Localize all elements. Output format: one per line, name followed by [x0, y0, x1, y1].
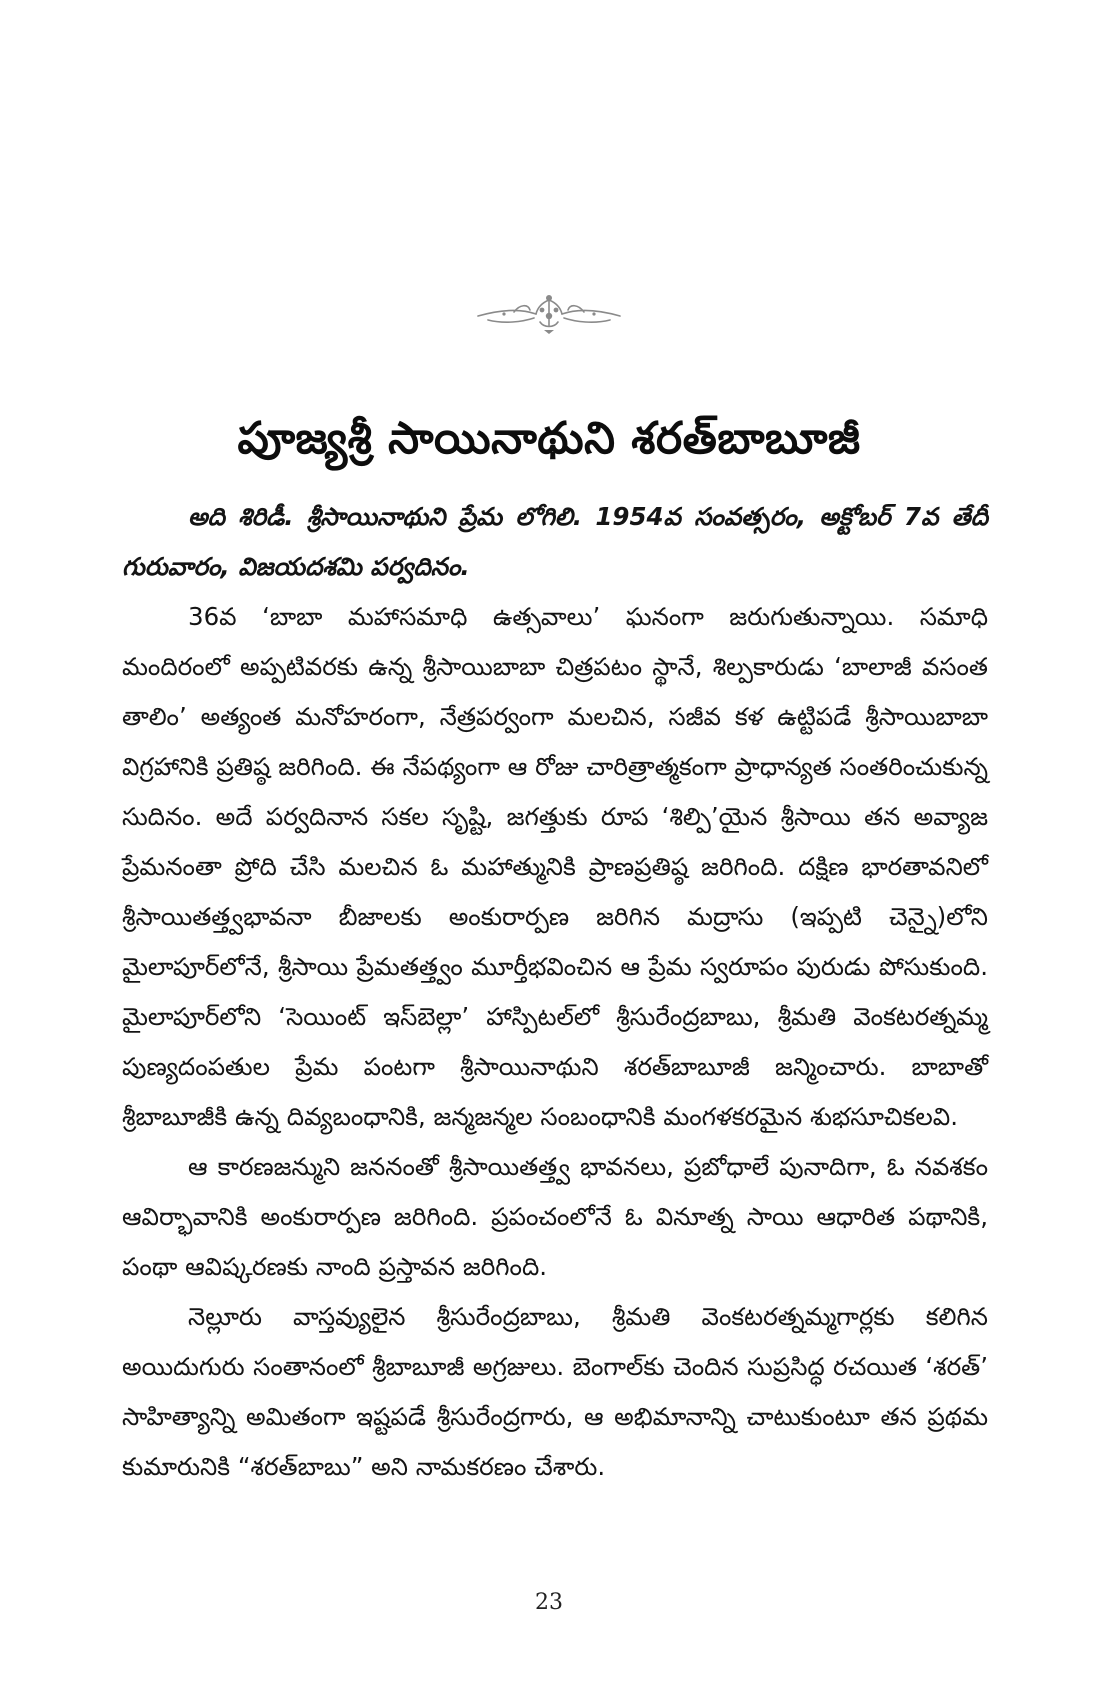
body-paragraph-2: ఆ కారణజన్ముని జననంతో శ్రీసాయితత్త్వ భావనలు, ప్రబోధాలే పునాదిగా, ఓ నవశకం ఆవిర్భావానికి అంకురార్పణ జరిగింది. ప్రపంచంలోనే ఓ వినూత్న సాయి ఆధారిత పథానికి, పంథా ఆవిష్కరణకు నాంది ప్రస్తావన జరిగింది. — [122, 1152, 988, 1281]
body-paragraph-3: నెల్లూరు వాస్తవ్యులైన శ్రీసురేంద్రబాబు, శ్రీమతి వెంకటరత్నమ్మగార్లకు కలిగిన అయిదుగురు సంతానంలో శ్రీబాబూజీ అగ్రజులు. బెంగాల్‌కు చెందిన సుప్రసిద్ధ రచయిత ‘శరత్’ సాహిత్యాన్ని అమితంగా ఇష్టపడే శ్రీసురేంద్రగారు, ఆ అభిమానాన్ని చాటుకుంటూ తన ప్రథమ కుమారునికి “శరత్‌బాబు” అని నామకరణం చేశారు. — [122, 1302, 988, 1481]
body-paragraph-1: 36వ ‘బాబా మహాసమాధి ఉత్సవాలు’ ఘనంగా జరుగుతున్నాయి. సమాధి మందిరంలో అప్పటివరకు ఉన్న శ్రీసాయిబాబా చిత్రపటం స్థానే, శిల్పకారుడు ‘బాలాజీ వసంత తాలిం’ అత్యంత మనోహరంగా, నేత్రపర్వంగా మలచిన, సజీవ కళ ఉట్టిపడే శ్రీసాయిబాబా విగ్రహానికి ప్రతిష్ఠ జరిగింది. ఈ నేపథ్యంగా ఆ రోజు చారిత్రాత్మకంగా ప్రాధాన్యత సంతరించుకున్న సుదినం. అదే పర్వదినాన సకల సృష్టి, జగత్తుకు రూప ‘శిల్పి’యైన శ్రీసాయి తన అవ్యాజ ప్రేమనంతా ప్రోది చేసి మలచిన ఓ మహాత్మునికి ప్రాణప్రతిష్ఠ జరిగింది. దక్షిణ భారతావనిలో శ్రీసాయితత్త్వభావనా బీజాలకు అంకురార్పణ జరిగిన మద్రాసు (ఇప్పటి చెన్నై)లోని మైలాపూర్‌లోనే, శ్రీసాయి ప్రేమతత్త్వం మూర్తీభవించిన ఆ ప్రేమ స్వరూపం పురుడు పోసుకుంది. మైలాపూర్‌లోని ‘సెయింట్ ఇస్‌బెల్లా’ హాస్పిటల్‌లో శ్రీసురేంద్రబాబు, శ్రీమతి వెంకటరత్నమ్మ పుణ్యదంపతుల ప్రేమ పంటగా శ్రీసాయినాథుని శరత్‌బాబూజీ జన్మించారు. బాబాతో శ్రీబాబూజీకి ఉన్న దివ్యబంధానికి, జన్మజన్మల సంబంధానికి మంగళకరమైన శుభసూచికలవి. — [122, 602, 988, 1131]
chapter-title: పూజ్యశ్రీ సాయినాథుని శరత్‌బాబూజీ — [237, 413, 861, 465]
chapter-body — [122, 492, 988, 1492]
intro-paragraph: అది శిరిడీ. శ్రీసాయినాథుని ప్రేమ లోగిలి. 1954వ సంవత్సరం, అక్టోబర్ 7వ తేదీ గురువారం, విజయదశమి పర్వదినం. — [122, 502, 988, 581]
floral-divider-ornament-icon — [474, 292, 624, 336]
page-number: 23 — [535, 1590, 563, 1615]
